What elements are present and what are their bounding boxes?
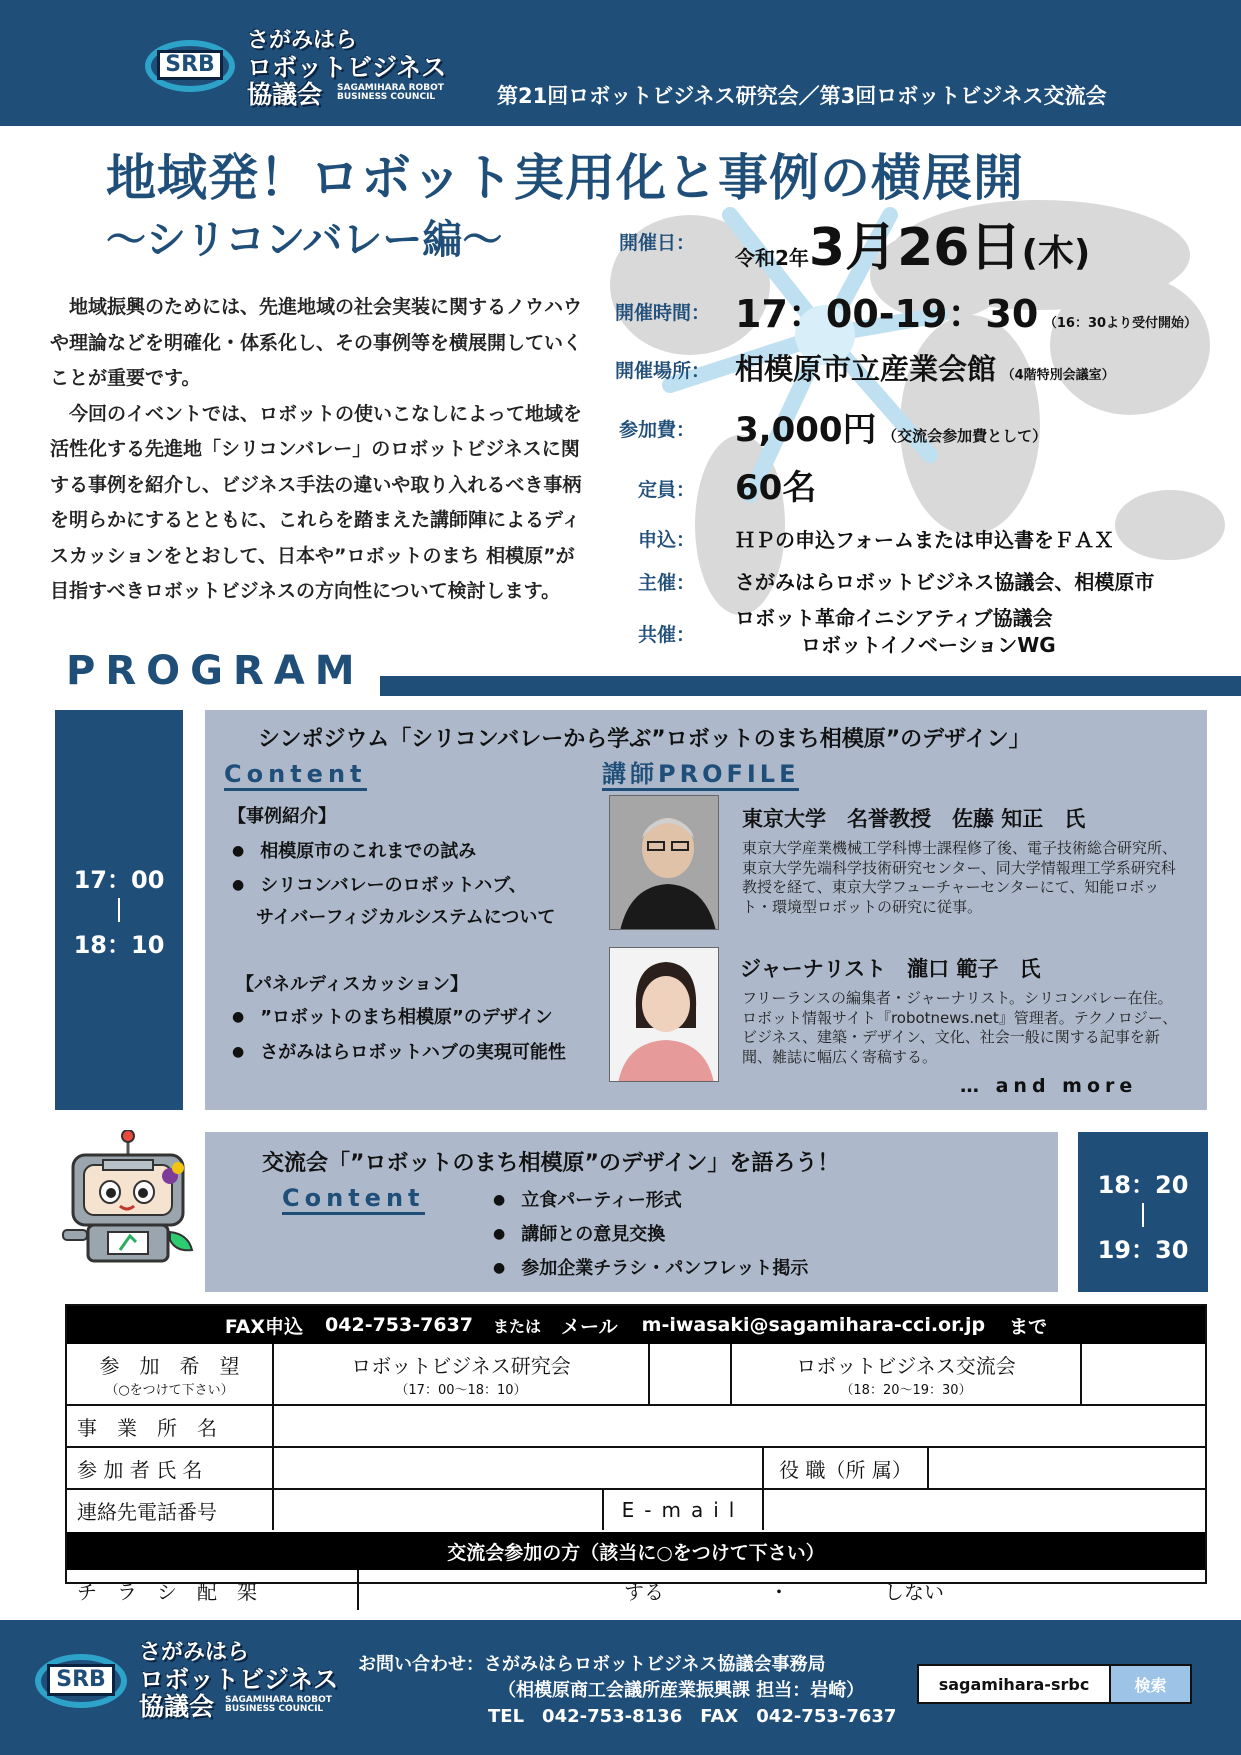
position-label: 役 職（所 属） — [762, 1448, 927, 1488]
cohost-line-2: ロボットイノベーションWG — [801, 633, 1056, 657]
exchange-time-end: 19：30 — [1097, 1236, 1189, 1264]
speaker-1-name: 東京大学 名誉教授 佐藤 知正 氏 — [742, 807, 1086, 831]
form-row-name — [67, 1448, 1205, 1488]
panel-discussion-group: 【パネルディスカッション】 — [236, 974, 469, 995]
application-form — [65, 1304, 1207, 1604]
symposium-time-box — [55, 710, 183, 1110]
phone-label: 連絡先電話番号 — [77, 1499, 217, 1524]
speaker-1-portrait — [610, 796, 719, 930]
case-study-group: 【事例紹介】 — [228, 806, 336, 827]
capacity-label: 定員： — [637, 479, 695, 501]
exchange-item-1: ● 立食パーティー形式 — [493, 1186, 682, 1212]
form-row-contact — [67, 1490, 1205, 1530]
apply-label: 申込： — [637, 529, 695, 551]
speaker-2-photo — [609, 947, 719, 1082]
search-box — [917, 1664, 1192, 1704]
exchange-time-separator — [1142, 1203, 1144, 1227]
option-exchange-meeting[interactable] — [730, 1344, 1080, 1404]
logo-text-line1: さがみはら — [139, 1640, 250, 1665]
or-text: または — [493, 1316, 542, 1336]
cohost-value — [735, 605, 1056, 659]
host-value: さがみはらロボットビジネス協議会、相模原市 — [735, 570, 1155, 594]
logo-text-en: SAGAMIHARA ROBOT BUSINESS COUNCIL — [337, 83, 444, 103]
venue-value-row — [735, 347, 1115, 388]
main-title: 地域発！ロボット実用化と事例の横展開 — [106, 149, 1024, 207]
email-label: E-mail — [602, 1490, 762, 1530]
contact-line-3: TEL 042-753-8136 FAX 042-753-7637 — [488, 1706, 897, 1727]
intro-paragraph-2: 今回のイベントでは、ロボットの使いこなしによって地域を活性化する先進地「シリコンバレー」のロボットビジネスに関する事例を紹介し、ビジネス手法の違いや取り入れるべき事柄を明らかにするとともに、これらを踏まえた講師陣によるディスカッションをとおして、日本や”ロボットのまち 相模原”が目指すべきロボットビジネスの方向性について検討します。 — [50, 402, 583, 602]
exchange-time-start: 18：20 — [1097, 1171, 1189, 1199]
symposium-title: シンポジウム「シリコンバレーから学ぶ”ロボットのまち相模原”のデザイン」 — [258, 727, 1031, 752]
logo-text-line3: 協議会 — [247, 80, 323, 109]
venue-note: （4階特別会議室） — [1001, 368, 1115, 383]
option-exchange-label: ロボットビジネス交流会 — [796, 1354, 1016, 1378]
date-label: 開催日： — [618, 232, 695, 254]
participant-name-field[interactable] — [272, 1448, 762, 1488]
logo-text-line2: ロボットビジネス — [247, 53, 447, 82]
search-input[interactable] — [919, 1666, 1109, 1702]
speaker-2-portrait — [610, 948, 719, 1082]
date-era: 令和2年 — [735, 246, 809, 270]
symposium-item-3: ● ”ロボットのまち相模原”のデザイン — [232, 1003, 553, 1029]
company-field[interactable] — [272, 1406, 1205, 1446]
logo-mark: SRB — [157, 50, 223, 80]
exchange-participants-bar: 交流会参加の方（該当に○をつけて下さい） — [67, 1532, 1205, 1570]
logo-mark: SRB — [47, 1664, 115, 1696]
time-value: 17：00-19：30 — [735, 292, 1039, 336]
option-exchange-mark-field[interactable] — [1080, 1344, 1205, 1404]
form-contact-bar — [67, 1306, 1205, 1344]
email-field[interactable] — [762, 1490, 1205, 1530]
speaker-2-name: ジャーナリスト 瀧口 範子 氏 — [740, 957, 1041, 981]
apply-value: ＨＰの申込フォームまたは申込書をＦＡＸ — [735, 528, 1114, 552]
time-value-row — [735, 283, 1197, 338]
participant-name-label: 参 加 者 氏 名 — [77, 1457, 203, 1482]
symposium-time-start: 17：00 — [73, 866, 165, 894]
company-label: 事 業 所 名 — [77, 1415, 217, 1440]
header-logo — [145, 30, 465, 110]
and-more-text: … and more — [960, 1075, 1138, 1097]
footer-contact — [358, 1652, 896, 1730]
cohost-label: 共催： — [637, 624, 695, 646]
speaker-1-photo — [609, 795, 719, 930]
exchange-item-2: ● 講師との意見交換 — [493, 1220, 665, 1246]
fee-value-row — [735, 402, 1047, 451]
venue-value: 相模原市立産業会館 — [735, 352, 997, 386]
wish-label-cell — [67, 1344, 272, 1404]
symposium-item-2: ● シリコンバレーのロボットハブ、 — [232, 871, 527, 897]
logo-text-line1: さがみはら — [247, 28, 358, 53]
date-main: 3月26日 — [808, 218, 1022, 278]
flyer-option-yes[interactable]: する — [624, 1579, 664, 1604]
symposium-time-end: 18：10 — [73, 931, 165, 959]
flyer-option-separator: ・ — [769, 1579, 789, 1604]
fee-label: 参加費： — [618, 419, 695, 441]
flyer-options — [357, 1570, 1205, 1610]
symposium-time-separator — [118, 898, 120, 922]
footer-logo — [35, 1642, 345, 1722]
host-label: 主催： — [637, 572, 695, 594]
sub-title: ～シリコンバレー編～ — [106, 217, 503, 263]
robot-mascot-icon — [58, 1130, 198, 1265]
wish-note: （○をつけて下さい） — [105, 1383, 234, 1398]
wish-label: 参 加 希 望 — [99, 1354, 240, 1378]
cohost-line-1: ロボット革命イニシアティブ協議会 — [735, 606, 1053, 630]
symposium-item-1: ● 相模原市のこれまでの試み — [232, 837, 476, 863]
option-study-meeting[interactable] — [272, 1344, 648, 1404]
fee-note: （交流会参加費として） — [882, 427, 1048, 445]
mail-label: メール — [561, 1315, 618, 1338]
symposium-content-label: Content — [224, 760, 367, 791]
exchange-time-box — [1078, 1132, 1208, 1292]
symposium-item-2-continued: サイバーフィジカルシステムについて — [256, 907, 556, 928]
exchange-item-3: ● 参加企業チラシ・パンフレット掲示 — [493, 1254, 808, 1280]
program-rule — [380, 676, 1241, 696]
option-study-label: ロボットビジネス研究会 — [351, 1354, 571, 1378]
option-study-time: （17：00～18：10） — [395, 1383, 527, 1398]
exchange-content-label: Content — [282, 1184, 425, 1215]
speaker-1-bio: 東京大学産業機械工学科博士課程修了後、電子技術総合研究所、東京大学先端科学技術研究センター、同大学情報理工学系研究科教授を経て、東京大学フューチャーセンターにて、知能ロボット・環境型ロボットの研究に従事。 — [742, 839, 1178, 916]
search-button[interactable]: 検索 — [1109, 1666, 1190, 1702]
speaker-profile-label: 講師PROFILE — [602, 760, 799, 791]
program-heading: PROGRAM — [66, 648, 365, 694]
phone-field[interactable] — [272, 1490, 602, 1530]
intro-text — [50, 290, 590, 610]
flyer-option-no[interactable]: しない — [884, 1579, 944, 1604]
time-label: 開催時間： — [615, 302, 711, 324]
event-series-title: 第21回ロボットビジネス研究会／第3回ロボットビジネス交流会 — [497, 84, 1107, 108]
time-note: （16：30より受付開始） — [1043, 316, 1198, 331]
logo-text-line2: ロボットビジネス — [139, 1665, 339, 1694]
form-row-wish — [67, 1344, 1205, 1404]
fax-label: FAX申込 — [224, 1315, 304, 1338]
contact-line-2: （相模原商工会議所産業振興課 担当：岩崎） — [498, 1680, 865, 1701]
venue-label: 開催場所： — [615, 360, 711, 382]
position-field[interactable] — [927, 1448, 1205, 1488]
speaker-2-bio: フリーランスの編集者・ジャーナリスト。シリコンバレー在住。ロボット情報サイト『robotnews.net』管理者。テクノロジー、ビジネス、建築・デザイン、文化、社会一般に関する記事を新聞、雑誌に幅広く寄稿する。 — [742, 989, 1178, 1066]
date-day: (木) — [1021, 233, 1091, 274]
flyer-label: チ ラ シ 配 架 — [77, 1579, 257, 1604]
symposium-item-4: ● さがみはらロボットハブの実現可能性 — [232, 1038, 566, 1064]
date-value — [735, 205, 1090, 280]
fee-value: 3,000円 — [735, 410, 877, 450]
to-text: まで — [1009, 1315, 1048, 1338]
capacity-value: 60名 — [735, 468, 817, 508]
fax-number: 042-753-7637 — [325, 1314, 474, 1336]
form-row-flyer — [67, 1570, 1205, 1610]
logo-text-en: SAGAMIHARA ROBOT BUSINESS COUNCIL — [225, 1695, 332, 1715]
exchange-title: 交流会「”ロボットのまち相模原”のデザイン」を語ろう！ — [262, 1151, 840, 1176]
option-study-mark-field[interactable] — [648, 1344, 730, 1404]
logo-text-line3: 協議会 — [139, 1692, 215, 1721]
mail-address: m-iwasaki@sagamihara-cci.or.jp — [641, 1314, 986, 1336]
option-exchange-time: （18：20～19：30） — [840, 1383, 972, 1398]
form-row-company — [67, 1406, 1205, 1446]
contact-line-1: お問い合わせ：さがみはらロボットビジネス協議会事務局 — [358, 1654, 826, 1675]
intro-paragraph-1: 地域振興のためには、先進地域の社会実装に関するノウハウや理論などを明確化・体系化し、その事例等を横展開していくことが重要です。 — [50, 296, 583, 389]
